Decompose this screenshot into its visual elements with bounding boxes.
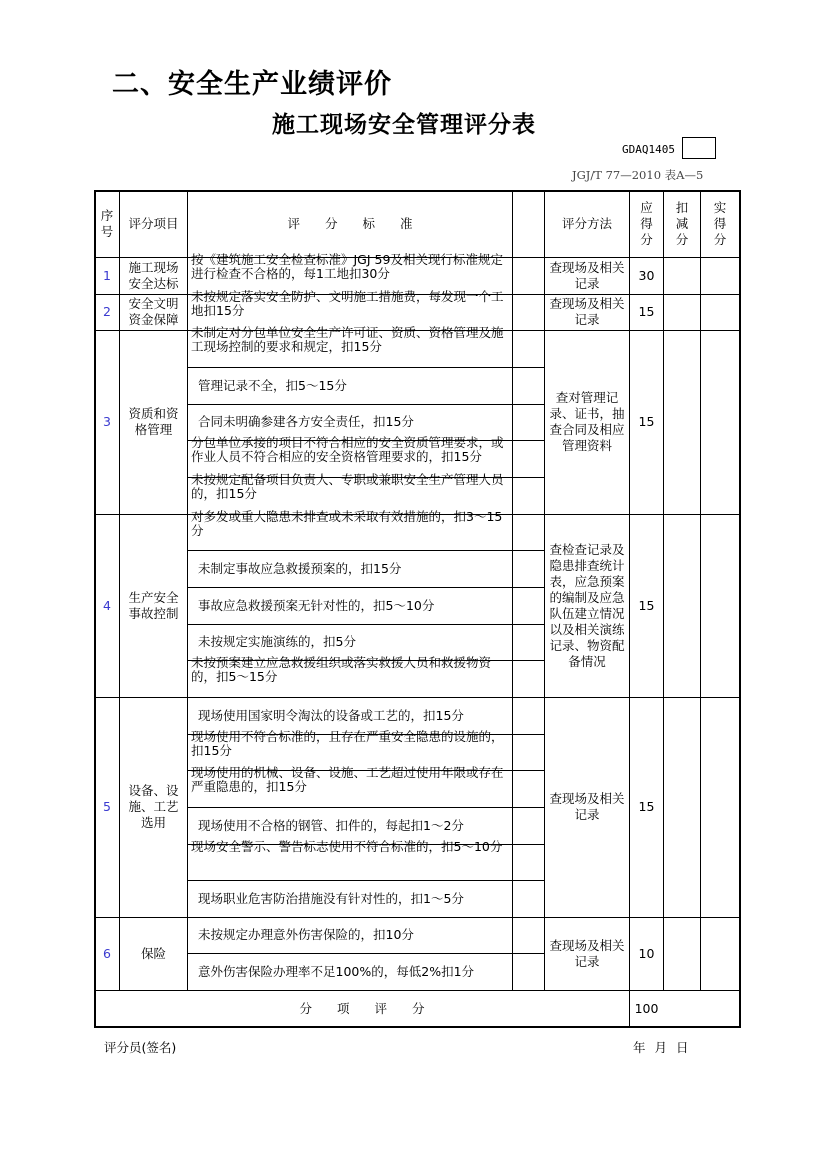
header-seq: 序号 [100,207,114,239]
row-full-score: 30 [638,267,655,283]
row-method: 查现场及相关记录 [549,296,625,327]
criteria-deduction-cell[interactable] [513,880,544,917]
row-deduct-score[interactable] [664,294,700,330]
criteria-line: 合同未明确参建各方安全责任，扣15分 [198,414,414,429]
row-item: 资质和资格管理 [128,406,179,437]
header-actual-score: 实得分 [713,199,727,247]
row-item: 保险 [140,945,166,961]
criteria-deduction-cell[interactable] [513,257,544,294]
criteria-deduction-cell[interactable] [513,404,544,440]
row-number: 2 [103,304,111,319]
criteria-line: 现场安全警示、警告标志使用不符合标准的，扣5～10分 [191,840,503,854]
grid-line [739,190,741,1028]
row-number: 4 [103,597,111,613]
row-full-score: 15 [638,799,655,814]
criteria-deduction-cell[interactable] [513,844,544,880]
criteria-deduction-cell[interactable] [513,953,544,990]
criteria-line: 未制定事故应急救援预案的，扣15分 [198,560,402,576]
row-number: 5 [103,799,111,814]
criteria-deduction-cell[interactable] [513,440,544,477]
criteria-deduction-cell[interactable] [513,367,544,404]
subtotal-score: 100 [634,1000,659,1016]
row-actual-score[interactable] [701,917,739,990]
row-full-score: 15 [638,414,655,429]
criteria-deduction-cell[interactable] [513,770,544,807]
criteria-line: 未按规定办理意外伤害保险的，扣10分 [198,927,414,942]
row-full-score: 15 [638,597,655,613]
row-method: 查检查记录及隐患排查统计表，应急预案的编制及应急队伍建立情况以及相关演练记录、物资配备情况 [549,541,625,669]
criteria-line: 未按规定落实安全防护、文明施工措施费，每发现一个工地扣15分 [191,290,504,318]
criteria-deduction-cell[interactable] [513,587,544,624]
row-actual-score[interactable] [701,294,739,330]
row-actual-score[interactable] [701,697,739,917]
scoring-table [94,190,741,1028]
criteria-line: 未按预案建立应急救援组织或落实救援人员和救援物资的，扣5～15分 [191,656,492,684]
row-actual-score[interactable] [701,257,739,294]
row-method: 查对管理记录、证书，抽查合同及相应管理资料 [549,390,625,453]
row-deduct-score[interactable] [664,697,700,917]
row-method: 查现场及相关记录 [549,791,625,822]
criteria-deduction-cell[interactable] [513,697,544,734]
criteria-deduction-cell[interactable] [513,330,544,367]
standard-reference: JGJ/T 77—2010 表A—5 [572,168,704,182]
row-item: 设备、设施、工艺选用 [128,783,179,830]
row-number: 6 [103,945,111,961]
criteria-line: 分包单位承接的项目不符合相应的安全资质管理要求，或作业人员不符合相应的安全资格管理要求的，扣15分 [191,436,504,464]
criteria-line: 对多发或重大隐患未排查或未采取有效措施的，扣3～15分 [191,510,503,538]
criteria-line: 未制定对分包单位安全生产许可证、资质、资格管理及施工现场控制的要求和规定，扣15分 [191,326,504,354]
criteria-line: 现场使用不符合标准的，且存在严重安全隐患的设施的，扣15分 [191,730,504,758]
row-number: 1 [103,267,111,283]
criteria-deduction-cell[interactable] [513,734,544,770]
criteria-line: 管理记录不全，扣5～15分 [198,377,347,393]
row-deduct-score[interactable] [664,917,700,990]
header-deduct-score: 扣减分 [675,199,689,247]
criteria-deduction-cell[interactable] [513,660,544,697]
header-item: 评分项目 [128,215,179,231]
header-full-score: 应得分 [640,199,653,247]
form-code-box[interactable] [682,137,716,159]
criteria-line: 现场使用不合格的钢管、扣件的，每起扣1～2分 [198,817,464,833]
row-deduct-score[interactable] [664,330,700,514]
criteria-deduction-cell[interactable] [513,294,544,330]
row-full-score: 15 [638,304,655,319]
criteria-line: 意外伤害保险办理率不足100%的，每低2%扣1分 [198,963,475,979]
criteria-line: 现场使用的机械、设备、设施、工艺超过使用年限或存在严重隐患的，扣15分 [191,766,504,794]
criteria-deduction-cell[interactable] [513,477,544,514]
row-deduct-score[interactable] [664,257,700,294]
form-title: 施工现场安全管理评分表 [272,112,536,138]
section-title: 二、安全生产业绩评价 [112,69,392,100]
row-deduct-score[interactable] [664,514,700,697]
criteria-deduction-cell[interactable] [513,624,544,660]
date-label: 年月日 [633,1040,698,1055]
row-method: 查现场及相关记录 [549,937,625,969]
criteria-line: 现场使用国家明令淘汰的设备或工艺的，扣15分 [198,707,464,723]
row-actual-score[interactable] [701,514,739,697]
criteria-deduction-cell[interactable] [513,807,544,844]
criteria-line: 现场职业危害防治措施没有针对性的，扣1～5分 [198,890,464,906]
row-full-score: 10 [638,945,655,961]
row-method: 查现场及相关记录 [549,259,625,291]
row-number: 3 [103,414,111,429]
criteria-deduction-cell[interactable] [513,550,544,587]
criteria-line: 事故应急救援预案无针对性的，扣5～10分 [198,597,435,613]
subtotal-label: 分 项 评 分 [299,1000,425,1016]
criteria-line: 按《建筑施工安全检查标准》JGJ 59及相关现行标准规定进行检查不合格的，每1工地扣30分 [191,253,503,281]
row-item: 安全文明资金保障 [128,296,179,327]
criteria-line: 未按规定配备项目负责人、专职或兼职安全生产管理人员的，扣15分 [191,473,504,501]
row-item: 生产安全事故控制 [128,589,179,621]
criteria-deduction-cell[interactable] [513,917,544,953]
row-item: 施工现场安全达标 [128,259,179,291]
criteria-deduction-cell[interactable] [513,514,544,550]
header-method: 评分方法 [561,215,612,231]
header-criteria: 评 分 标 准 [287,215,413,231]
evaluator-signature-label: 评分员(签名) [104,1040,177,1055]
form-code: GDAQ1405 [622,143,675,156]
criteria-line: 未按规定实施演练的，扣5分 [198,634,356,649]
row-actual-score[interactable] [701,330,739,514]
